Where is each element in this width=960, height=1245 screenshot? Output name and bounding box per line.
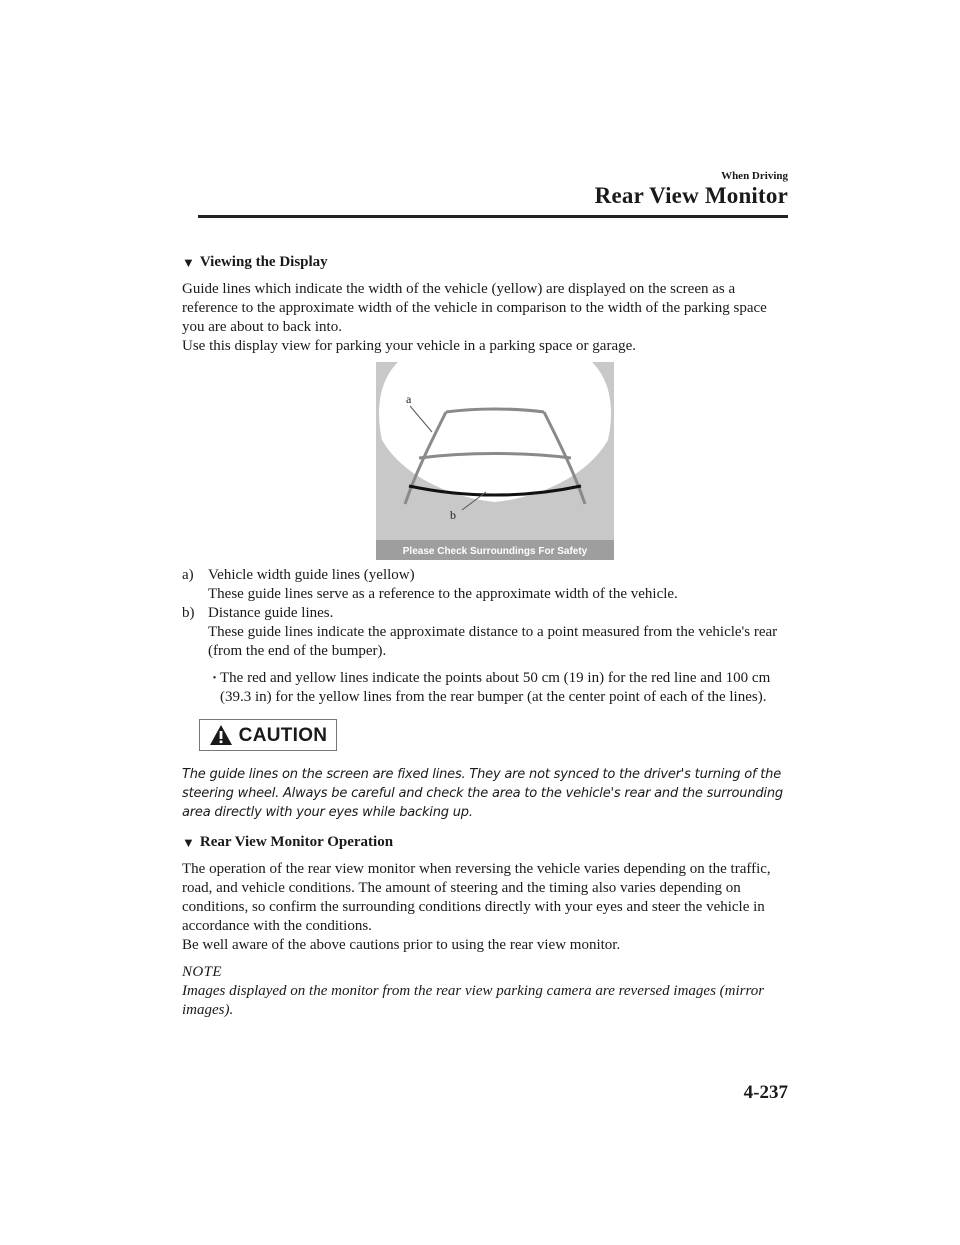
page-title: Rear View Monitor [594,183,788,208]
section-heading-viewing-display [182,252,788,272]
reminder-paragraph: Be well aware of the above cautions prior to using the rear view monitor. [182,937,621,953]
intro-paragraph: Guide lines which indicate the width of the vehicle (yellow) are displayed on the screen as a reference to the approximate width of the vehicle in comparison to the width of the parking space you are about to back into. [182,281,767,335]
bullet-dot-icon: · [212,670,218,686]
caution-box [199,719,337,751]
legend-key-b: b) [182,605,195,621]
section-heading-text: Viewing the Display [199,253,328,270]
triangle-down-icon: ▼ [182,255,195,270]
caution-text: The guide lines on the screen are fixed lines. They are not synced to the driver's turning of the steering wheel. Always be careful and check the area to the vehicle's rear and the surrounding area directly with your eyes while backing up. [182,767,783,820]
caution-label: CAUTION [238,724,328,746]
legend-title-a: Vehicle width guide lines (yellow) [208,567,415,583]
legend-item-a [182,566,788,585]
warning-triangle-icon [209,724,233,746]
page-content [182,252,788,1020]
header-section-label: When Driving [721,170,788,182]
callout-b-label: b [450,508,456,522]
legend-title-b: Distance guide lines. [208,605,334,621]
operation-paragraph: The operation of the rear view monitor when reversing the vehicle varies depending on the traffic, road, and vehicle conditions. The amount of steering and the timing also varies depending on conditions, so confirm the surrounding conditions directly with your eyes and steer the vehicle in accordance with the conditions. [182,861,771,934]
legend-item-b [182,604,788,623]
note-text: Images displayed on the monitor from the rear view parking camera are reversed images (mirror images). [182,983,765,1018]
callout-a-label: a [406,392,412,406]
safety-banner-text: Please Check Surroundings For Safety [402,546,588,557]
note-label: NOTE [182,964,222,980]
rear-view-display-illustration [376,362,614,560]
legend-key-a: a) [182,567,194,583]
section-heading-operation [182,832,788,852]
legend-bullet [182,669,788,707]
triangle-down-icon: ▼ [182,835,195,850]
header-divider [198,215,788,218]
rear-view-display-figure [376,362,614,560]
section-heading-text: Rear View Monitor Operation [199,833,394,850]
usage-paragraph: Use this display view for parking your vehicle in a parking space or garage. [182,338,637,354]
legend-desc-b: These guide lines indicate the approximate distance to a point measured from the vehicle's rear (from the end of the bumper). [208,624,778,659]
legend-desc-a: These guide lines serve as a reference to the approximate width of the vehicle. [208,586,678,602]
page-number: 4-237 [743,1082,788,1103]
legend-bullet-text: The red and yellow lines indicate the points about 50 cm (19 in) for the red line and 100 cm (39.3 in) for the yellow lines from the rear bumper (at the center point of each of the lines). [220,670,771,705]
